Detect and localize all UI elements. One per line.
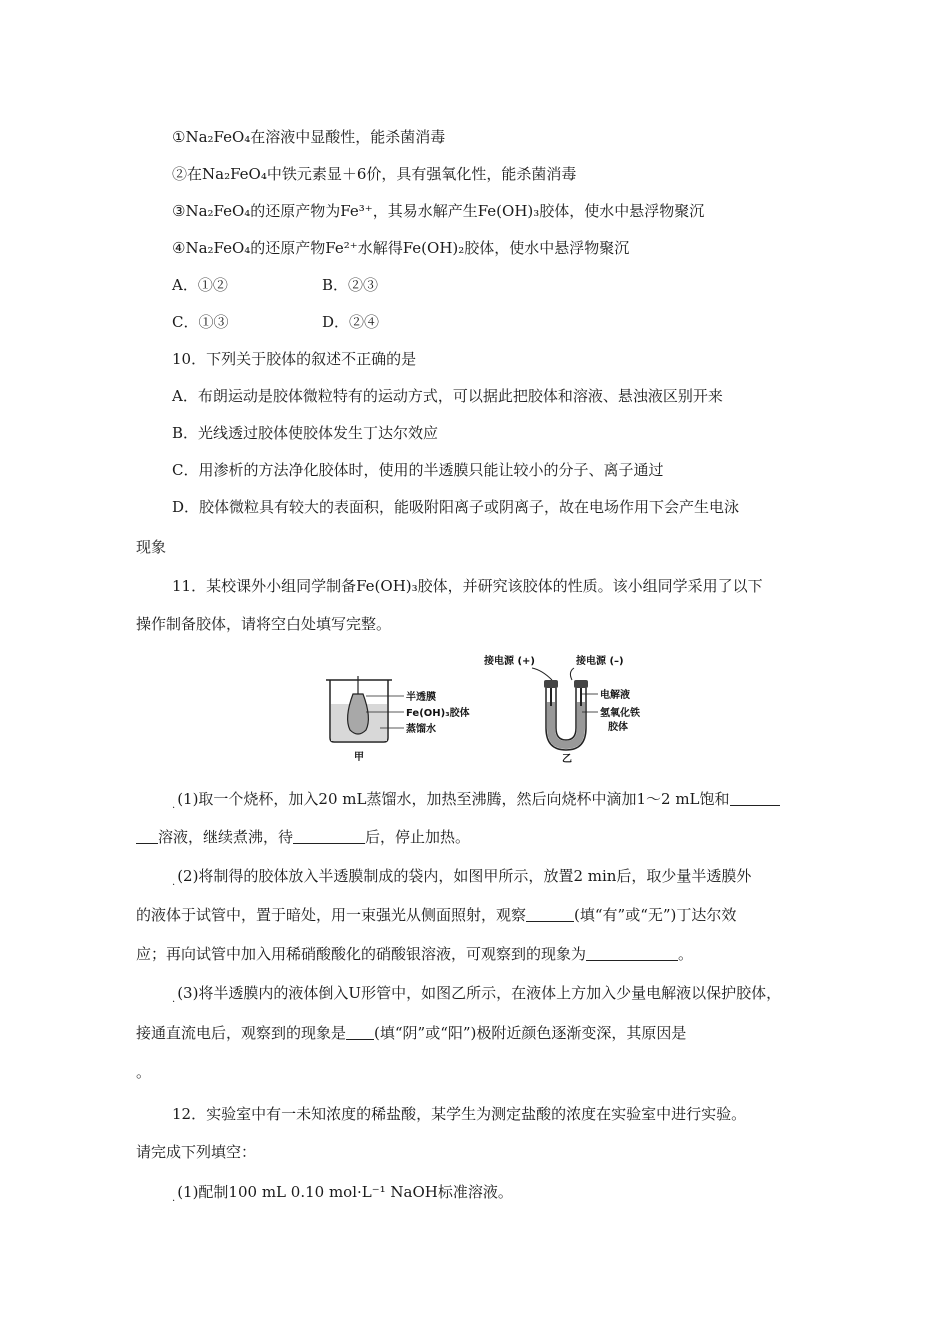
q9-statement-2: ②在Na₂FeO₄中铁元素显＋6价，具有强氧化性，能杀菌消毒 [172, 165, 577, 183]
q12-stem-line-2: 请完成下列填空： [136, 1143, 257, 1161]
label-distilled-water: 蒸馏水 [406, 724, 436, 735]
q11-blank-1b[interactable] [136, 829, 158, 844]
u-tube-apparatus-yi [483, 654, 640, 764]
beaker-apparatus-jia [326, 676, 470, 763]
q10-choice-a[interactable]: A．布朗运动是胶体微粒特有的运动方式，可以据此把胶体和溶液、悬浊液区别开来 [172, 387, 723, 405]
caption-jia: 甲 [354, 752, 364, 763]
q12-stem-line-1: 12．实验室中有一未知浓度的稀盐酸，某学生为测定盐酸的浓度在实验室中进行实验。 [172, 1105, 747, 1123]
label-power-negative: 接电源 (–) [576, 656, 624, 667]
label-colloid: 胶体 [608, 722, 628, 733]
q11-part-1-line-1: $_.$ (1)取一个烧杯，加入20 mL蒸馏水，加热至沸腾，然后向烧杯中滴加1～2 mL饱和 [172, 789, 780, 816]
label-fe-oh3-colloid: Fe(OH)₃胶体 [406, 708, 470, 719]
q11-blank-2b[interactable] [586, 946, 678, 961]
q9-choice-row-2 [172, 312, 379, 332]
q10-choice-d-continued: 现象 [136, 538, 167, 556]
q10-choice-d[interactable]: D．胶体微粒具有较大的表面积，能吸附阳离子或阴离子，故在电场作用下会产生电泳 [172, 498, 740, 516]
q9-statement-4: ④Na₂FeO₄的还原产物Fe²⁺水解得Fe(OH)₂胶体，使水中悬浮物聚沉 [172, 239, 630, 257]
q9-choice-row-1 [172, 275, 378, 295]
q11-stem-line-1: 11．某校课外小组同学制备Fe(OH)₃胶体，并研究该胶体的性质。该小组同学采用了以下 [172, 577, 763, 595]
q11-blank-1a[interactable] [730, 791, 780, 806]
q9-choice-a[interactable]: A．①② [172, 276, 228, 294]
q10-choice-c[interactable]: C．用渗析的方法净化胶体时，使用的半透膜只能让较小的分子、离子通过 [172, 461, 664, 479]
q11-apparatus-figure [320, 652, 670, 764]
q10-choice-b[interactable]: B．光线透过胶体使胶体发生丁达尔效应 [172, 424, 439, 442]
q9-statement-1: ①Na₂FeO₄在溶液中显酸性，能杀菌消毒 [172, 128, 446, 146]
q11-part-2-line-1: $_.$ (2)将制得的胶体放入半透膜制成的袋内，如图甲所示，放置2 min后，取少量半透膜外 [172, 867, 752, 888]
q12-part-1: $_.$ (1)配制100 mL 0.10 mol·L⁻¹ NaOH标准溶液。 [172, 1183, 513, 1204]
q9-choice-b[interactable]: B．②③ [322, 276, 379, 294]
q11-blank-3a[interactable] [346, 1025, 374, 1040]
q11-blank-2a[interactable] [526, 907, 574, 922]
q11-part-3-line-1: $_.$ (3)将半透膜内的液体倒入U形管中，如图乙所示，在液体上方加入少量电解液以保护胶体， [172, 984, 782, 1005]
q9-choice-d[interactable]: D．②④ [322, 313, 380, 331]
q9-choice-c[interactable]: C．①③ [172, 313, 229, 331]
q11-part-2-line-3: 应；再向试管中加入用稀硝酸酸化的硝酸银溶液，可观察到的现象为 。 [136, 945, 694, 963]
label-iron-hydroxide: 氢氧化铁 [600, 708, 640, 719]
caption-yi: 乙 [562, 754, 572, 764]
label-semipermeable-membrane: 半透膜 [406, 692, 436, 703]
label-electrolyte: 电解液 [600, 690, 630, 701]
q11-part-2-line-2: 的液体于试管中，置于暗处，用一束强光从侧面照射，观察 (填“有”或“无”)丁达尔效 [136, 906, 737, 924]
q10-stem: 10．下列关于胶体的叙述不正确的是 [172, 350, 417, 368]
q11-part-1-line-2: 溶液，继续煮沸，待 后，停止加热。 [136, 827, 470, 847]
q11-part-3-line-3: 。 [136, 1063, 152, 1081]
q11-part-3-line-2: 接通直流电后，观察到的现象是 (填“阴”或“阳”)极附近颜色逐渐变深，其原因是 [136, 1024, 687, 1042]
q9-statement-3: ③Na₂FeO₄的还原产物为Fe³⁺，其易水解产生Fe(OH)₃胶体，使水中悬浮物聚沉 [172, 202, 705, 220]
q11-stem-line-2: 操作制备胶体，请将空白处填写完整。 [136, 615, 392, 633]
q11-blank-1c[interactable] [293, 829, 365, 844]
label-power-positive: 接电源 (+) [484, 656, 536, 667]
